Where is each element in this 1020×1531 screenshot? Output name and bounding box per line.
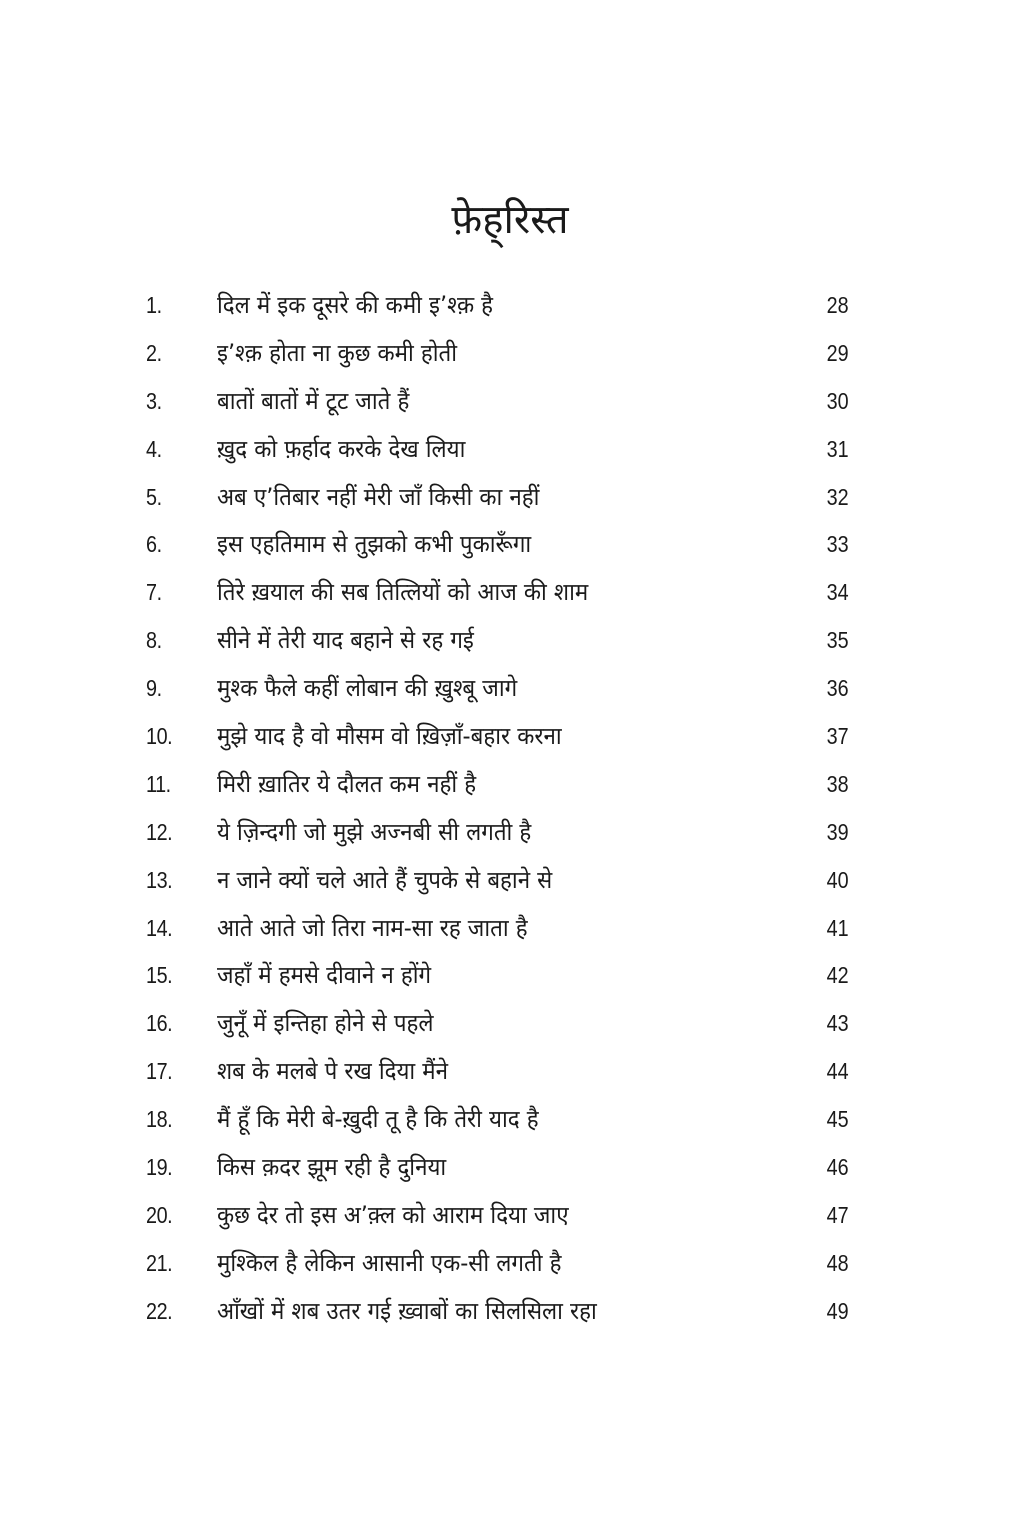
entry-number: 22. <box>146 1297 173 1324</box>
toc-entry <box>0 809 1020 857</box>
table-of-contents <box>0 282 1020 1336</box>
entry-title: सीने में तेरी याद बहाने से रह गई <box>217 626 474 655</box>
toc-entry <box>0 330 1020 378</box>
entry-title: ये ज़िन्दगी जो मुझे अज्नबी सी लगती है <box>217 817 532 846</box>
entry-page-number: 32 <box>826 483 849 510</box>
entry-number: 10. <box>146 723 173 750</box>
entry-title: मुश्किल है लेकिन आसानी एक-सी लगती है <box>217 1248 562 1277</box>
entry-title: कुछ देर तो इस अ’क़्ल को आराम दिया जाए <box>217 1200 569 1229</box>
entry-number: 21. <box>146 1249 173 1276</box>
entry-title: अब ए’तिबार नहीं मेरी जाँ किसी का नहीं <box>217 482 540 511</box>
entry-number: 9. <box>146 675 162 702</box>
entry-number: 2. <box>146 339 162 366</box>
entry-title: जहाँ में हमसे दीवाने न होंगे <box>217 961 432 990</box>
entry-number: 13. <box>146 866 173 893</box>
entry-title: मुश्क फैले कहीं लोबान की ख़ुश्बू जागे <box>217 674 518 703</box>
entry-title: बातों बातों में टूट जाते हैं <box>217 386 410 415</box>
entry-page-number: 44 <box>826 1058 849 1085</box>
entry-number: 16. <box>146 1010 173 1037</box>
entry-page-number: 38 <box>826 770 849 797</box>
entry-page-number: 33 <box>826 531 849 558</box>
entry-number: 3. <box>146 387 162 414</box>
toc-entry <box>0 713 1020 761</box>
toc-entry <box>0 761 1020 809</box>
entry-page-number: 31 <box>826 435 849 462</box>
toc-entry <box>0 665 1020 713</box>
toc-entry <box>0 378 1020 426</box>
entry-title: मिरी ख़ातिर ये दौलत कम नहीं है <box>217 769 477 798</box>
toc-entry <box>0 1048 1020 1096</box>
entry-number: 14. <box>146 914 173 941</box>
toc-entry <box>0 1144 1020 1192</box>
entry-page-number: 28 <box>826 292 849 318</box>
entry-title: ख़ुद को फ़र्हाद करके देख लिया <box>217 434 466 463</box>
entry-title: मुझे याद है वो मौसम वो ख़िज़ाँ-बहार करना <box>217 722 562 751</box>
entry-number: 15. <box>146 962 173 989</box>
entry-page-number: 36 <box>826 675 849 702</box>
entry-number: 19. <box>146 1154 173 1181</box>
entry-number: 17. <box>146 1058 173 1085</box>
entry-page-number: 34 <box>826 579 849 606</box>
entry-page-number: 46 <box>826 1154 849 1181</box>
entry-page-number: 47 <box>826 1201 849 1228</box>
entry-title: आते आते जो तिरा नाम-सा रह जाता है <box>217 913 528 942</box>
toc-entry <box>0 952 1020 1000</box>
entry-title: मैं हूँ कि मेरी बे-ख़ुदी तू है कि तेरी याद है <box>217 1105 539 1134</box>
entry-page-number: 42 <box>826 962 849 989</box>
entry-page-number: 49 <box>826 1297 849 1324</box>
entry-number: 12. <box>146 818 173 845</box>
entry-number: 6. <box>146 531 162 558</box>
entry-title: इ’श्क़ होता ना कुछ कमी होती <box>217 338 458 367</box>
entry-page-number: 40 <box>826 866 849 893</box>
entry-number: 18. <box>146 1106 173 1133</box>
entry-title: दिल में इक दूसरे की कमी इ’श्क़ है <box>217 291 494 319</box>
entry-page-number: 35 <box>826 627 849 654</box>
toc-entry <box>0 426 1020 474</box>
entry-title: तिरे ख़याल की सब तित्लियों को आज की शाम <box>217 578 589 607</box>
entry-number: 7. <box>146 579 162 606</box>
entry-page-number: 48 <box>826 1249 849 1276</box>
entry-page-number: 29 <box>826 339 849 366</box>
entry-page-number: 30 <box>826 387 849 414</box>
entry-title: न जाने क्यों चले आते हैं चुपके से बहाने से <box>217 865 553 894</box>
toc-entry <box>0 1240 1020 1288</box>
entry-number: 11. <box>146 770 171 797</box>
entry-number: 1. <box>146 292 162 318</box>
entry-title: इस एहतिमाम से तुझको कभी पुकारूँगा <box>217 530 532 559</box>
entry-title: किस क़दर झूम रही है दुनिया <box>217 1153 447 1182</box>
toc-entry <box>0 905 1020 953</box>
toc-entry <box>0 474 1020 522</box>
toc-entry <box>0 282 1020 330</box>
entry-page-number: 39 <box>826 818 849 845</box>
toc-entry <box>0 1288 1020 1336</box>
toc-entry <box>0 521 1020 569</box>
entry-number: 5. <box>146 483 162 510</box>
entry-number: 20. <box>146 1201 173 1228</box>
entry-page-number: 43 <box>826 1010 849 1037</box>
toc-entry <box>0 617 1020 665</box>
entry-title: शब के मलबे पे रख दिया मैंने <box>217 1057 449 1086</box>
entry-page-number: 45 <box>826 1106 849 1133</box>
entry-number: 4. <box>146 435 162 462</box>
toc-entry <box>0 1192 1020 1240</box>
page-title: फ़ेह्‌रिस्त <box>451 197 569 243</box>
entry-number: 8. <box>146 627 162 654</box>
toc-entry <box>0 1000 1020 1048</box>
entry-page-number: 41 <box>826 914 849 941</box>
toc-entry <box>0 569 1020 617</box>
entry-title: जुनूँ में इन्तिहा होने से पहले <box>217 1009 434 1038</box>
entry-page-number: 37 <box>826 723 849 750</box>
toc-entry <box>0 1096 1020 1144</box>
entry-title: आँखों में शब उतर गई ख़्वाबों का सिलसिला रहा <box>217 1296 597 1325</box>
toc-entry <box>0 857 1020 905</box>
